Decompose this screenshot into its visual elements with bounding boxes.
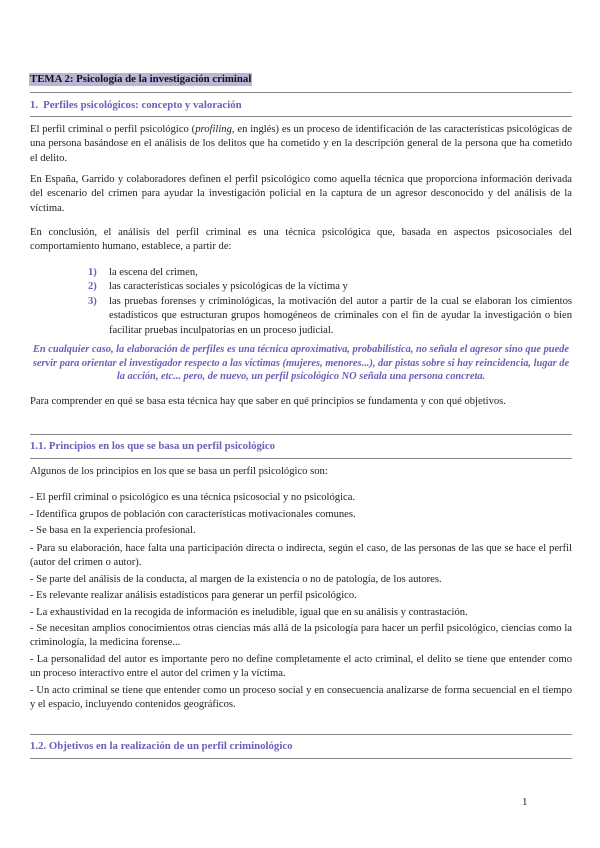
principle-item: - La personalidad del autor es importante pero no define completamente el acto criminal, el delito se tiene que entender como un proceso interactivo entre el autor del crimen y la víctima. xyxy=(30,654,572,680)
principle-item: - Para su elaboración, hace falta una participación directa o indirecta, según el caso, de las personas de las que se hace el perfil (autor del crimen o autor). xyxy=(30,543,572,569)
para-text: El perfil criminal o perfil psicológico ( xyxy=(30,124,196,135)
para-text: , en inglés) es un proceso de identificación de las características psicológicas de una persona basándose en el análisis de los delitos que ha cometido y en la descripción general de la persona que ha cometido el delito. xyxy=(30,124,572,164)
principle-item: - Un acto criminal se tiene que entender como un proceso social y en consecuencia analizarse de forma secuencial en el tiempo y el espacio, incluyendo contenidos geográficos. xyxy=(30,685,572,711)
paragraph-principles-intro: Para comprender en qué se basa esta técnica hay que saber en qué principios se fundamenta y con qué objetivos. xyxy=(30,396,506,407)
list-text: las pruebas forenses y criminológicas, la motivación del autor a partir de la cual se elaboran los cimientos estadísticos que estructuran grupos homogéneos de criminales con el fin de ayudar la investigación o bien facilitar pruebas inculpatorias en un proceso judicial. xyxy=(109,295,572,336)
section-1-1-number: 1.1. xyxy=(30,440,47,452)
divider xyxy=(30,458,572,459)
section-1-1-heading xyxy=(30,440,275,452)
list-number: 3) xyxy=(88,295,97,307)
divider xyxy=(30,734,572,735)
list-text: las características sociales y psicológicas de la víctima y xyxy=(109,281,348,293)
principles-intro: Algunos de los principios en los que se basa un perfil psicológico son: xyxy=(30,466,328,477)
section-1-2-heading xyxy=(30,740,293,752)
list-number: 1) xyxy=(88,267,97,278)
highlight-note: En cualquier caso, la elaboración de perfiles es una técnica aproximativa, probabilística, no señala el agresor sino que puede servir para orientar el investigador respecto a las víctimas (mujeres, menores...), dar pistas sobre si hay reincidencia, lugar de la acción, etc... pero, de nuevo, un perfil psicológico NO señala una persona concreta. xyxy=(32,344,570,383)
section-1-number: 1. xyxy=(30,99,39,111)
principle-item: - Se parte del análisis de la conducta, al margen de la existencia o no de patología, de los autores. xyxy=(30,574,442,585)
section-1-2-number: 1.2. xyxy=(30,740,47,752)
principle-item: - El perfil criminal o psicológico es una técnica psicosocial y no psicológica. xyxy=(30,492,356,503)
para-italic: profiling xyxy=(195,124,232,135)
paragraph-definition xyxy=(30,123,572,166)
paragraph-spain: En España, Garrido y colaboradores definen el perfil psicológico como aquella técnica que proporciona información derivada del escenario del crimen para ayudar la investigación policial en la captura de un agresor desconocido y del análisis de la víctima. xyxy=(30,174,572,214)
list-item xyxy=(88,295,572,338)
section-1-2-title: Objetivos en la realización de un perfil criminológico xyxy=(48,740,293,752)
list-number: 2) xyxy=(88,281,97,293)
divider xyxy=(30,92,572,93)
principle-item: - Es relevante realizar análisis estadísticos para generar un perfil psicológico. xyxy=(30,590,357,601)
paragraph-conclusion: En conclusión, el análisis del perfil criminal es una técnica psicológica que, basada en aspectos psicosociales del comportamiento humano, establece, a partir de: xyxy=(30,227,572,253)
page-number: 1 xyxy=(522,796,528,808)
section-1-1-title: Principios en los que se basa un perfil psicológico xyxy=(48,440,276,452)
principle-item: - La exhaustividad en la recogida de información es ineludible, igual que en su análisis y contrastación. xyxy=(30,607,468,618)
list-item xyxy=(88,266,572,280)
section-1-title: Perfiles psicológicos: concepto y valoración xyxy=(43,99,242,111)
topic-title: TEMA 2: Psicología de la investigación criminal xyxy=(30,73,252,85)
divider xyxy=(30,116,572,117)
divider xyxy=(30,434,572,435)
section-1-heading xyxy=(30,99,242,111)
list-text: la escena del crimen, xyxy=(109,267,198,278)
principle-item: - Se necesitan amplios conocimientos otras ciencias más allá de la psicología para hacer un perfil psicológico, ciencias como la criminología, la medicina forense... xyxy=(30,623,572,649)
list-item xyxy=(88,280,572,294)
numbered-list xyxy=(88,266,572,338)
principle-item: - Se basa en la experiencia profesional. xyxy=(30,525,196,536)
divider xyxy=(30,758,572,759)
principle-item: - Identifica grupos de población con características motivacionales comunes. xyxy=(30,509,356,520)
